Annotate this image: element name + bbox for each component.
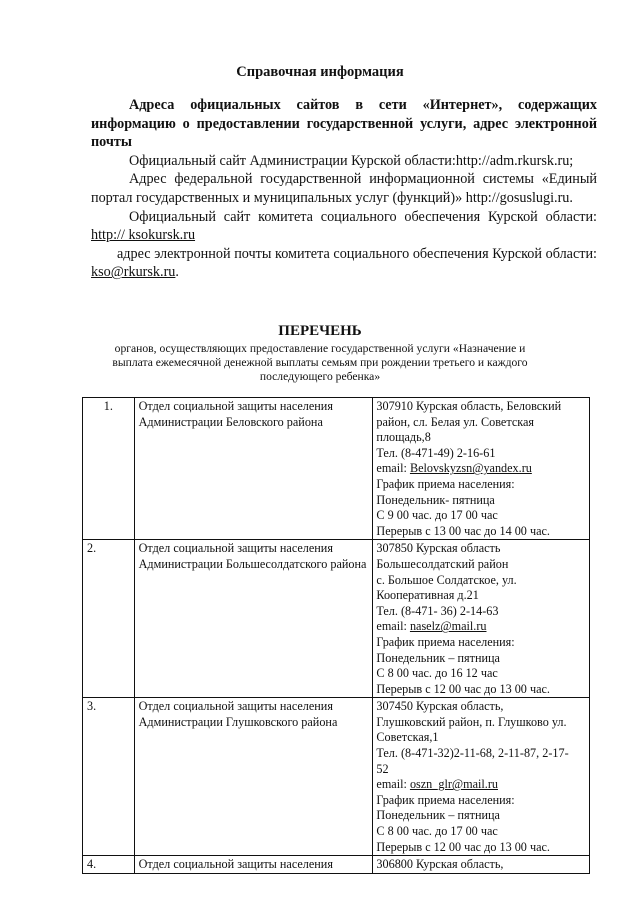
contact-line: Кооперативная д.21 (376, 588, 479, 603)
office-email (376, 777, 585, 793)
intro-heading: Адреса официальных сайтов в сети «Интернет», содержащих информацию о предоставлении государственной услуги, адрес электронной почты (91, 97, 597, 151)
intro-section (91, 96, 597, 282)
committee-email-link[interactable]: kso@rkursk.ru (91, 264, 176, 281)
contact-line: Понедельник – пятница (376, 808, 500, 823)
federal-system-paragraph: Адрес федеральной государственной информационной системы «Единый портал государственных и муниципальных услуг (функций)» http://gosuslugi.ru. (91, 171, 597, 206)
list-title: ПЕРЕЧЕНЬ (278, 323, 362, 339)
row-number: 3. (83, 698, 135, 856)
office-contacts (373, 856, 590, 874)
office-name: Отдел социальной защиты населения Администрации Глушковского района (134, 698, 373, 856)
email-link[interactable]: oszn_glr@mail.ru (409, 777, 498, 792)
contact-line: Перерыв с 13 00 час до 14 00 час. (376, 523, 550, 538)
admin-site-paragraph: Официальный сайт Администрации Курской области:http://adm.rkursk.ru; (129, 152, 574, 169)
page-title: Справочная информация (236, 64, 404, 80)
contact-line: С 8 00 час. до 17 00 час (376, 824, 498, 839)
contact-line: График приема населения: (376, 634, 515, 649)
contact-line: 307450 Курская область, (376, 699, 504, 714)
committee-site-text: Официальный сайт комитета социального обеспечения Курской области: (129, 208, 597, 225)
contact-line: С 8 00 час. до 16 12 час (376, 666, 498, 681)
contact-line: с. Большое Солдатское, ул. (376, 572, 517, 587)
office-contacts (373, 540, 590, 698)
office-contacts (373, 398, 590, 540)
contact-line: площадь,8 (376, 430, 431, 445)
committee-site-link[interactable]: http:// ksokursk.ru (91, 227, 196, 244)
contact-line: Перерыв с 12 00 час до 13 00 час. (376, 839, 550, 854)
office-name: Отдел социальной защиты населения Администрации Беловского района (134, 398, 373, 540)
contact-line: Понедельник- пятница (376, 492, 495, 507)
contact-line: район, сл. Белая ул. Советская (376, 414, 534, 429)
committee-email-text: адрес электронной почты комитета социального обеспечения Курской области: (117, 245, 597, 262)
table-row (83, 540, 590, 698)
contact-line: 307910 Курская область, Беловский (376, 399, 562, 413)
email-link[interactable]: naselz@mail.ru (409, 619, 487, 634)
offices-table (82, 397, 590, 874)
list-subtitle: органов, осуществляющих предоставление государственной услуги «Назначение и выплата ежемесячной денежной выплаты семьям при рождении третьего и каждого последующего ребенка» (112, 342, 528, 383)
email-label: email: (376, 461, 410, 476)
email-label: email: (376, 619, 410, 634)
contact-line: 52 (376, 761, 389, 776)
committee-site-paragraph (91, 208, 597, 245)
contact-line: Перерыв с 12 00 час до 13 00 час. (376, 681, 550, 696)
contact-line: График приема населения: (376, 476, 515, 491)
office-email (376, 461, 585, 477)
offices-table-body (83, 398, 590, 874)
office-name: Отдел социальной защиты населения (134, 856, 373, 874)
contact-line: Большесолдатский район (376, 556, 509, 571)
contact-line: График приема населения: (376, 792, 515, 807)
contact-line: 307850 Курская область (376, 541, 501, 556)
email-link[interactable]: Belovskyzsn@yandex.ru (409, 461, 532, 476)
office-email (376, 619, 585, 635)
contact-line: Тел. (8-471- 36) 2-14-63 (376, 603, 499, 618)
contact-line: 306800 Курская область, (376, 857, 504, 872)
contact-line: Понедельник – пятница (376, 650, 500, 665)
office-contacts (373, 698, 590, 856)
contact-line: Тел. (8-471-49) 2-16-61 (376, 445, 496, 460)
contact-line: Советская,1 (376, 730, 439, 745)
office-name: Отдел социальной защиты населения Администрации Большесолдатского района (134, 540, 373, 698)
committee-email-end: . (175, 264, 179, 281)
row-number: 4. (83, 856, 135, 874)
row-number: 1. (83, 398, 135, 540)
table-row (83, 398, 590, 540)
email-label: email: (376, 777, 410, 792)
table-row (83, 856, 590, 874)
contact-line: С 9 00 час. до 17 00 час (376, 508, 498, 523)
contact-line: Тел. (8-471-32)2-11-68, 2-11-87, 2-17- (376, 746, 569, 761)
row-number: 2. (83, 540, 135, 698)
committee-email-paragraph (91, 245, 597, 282)
table-row (83, 698, 590, 856)
contact-line: Глушковский район, п. Глушково ул. (376, 714, 567, 729)
